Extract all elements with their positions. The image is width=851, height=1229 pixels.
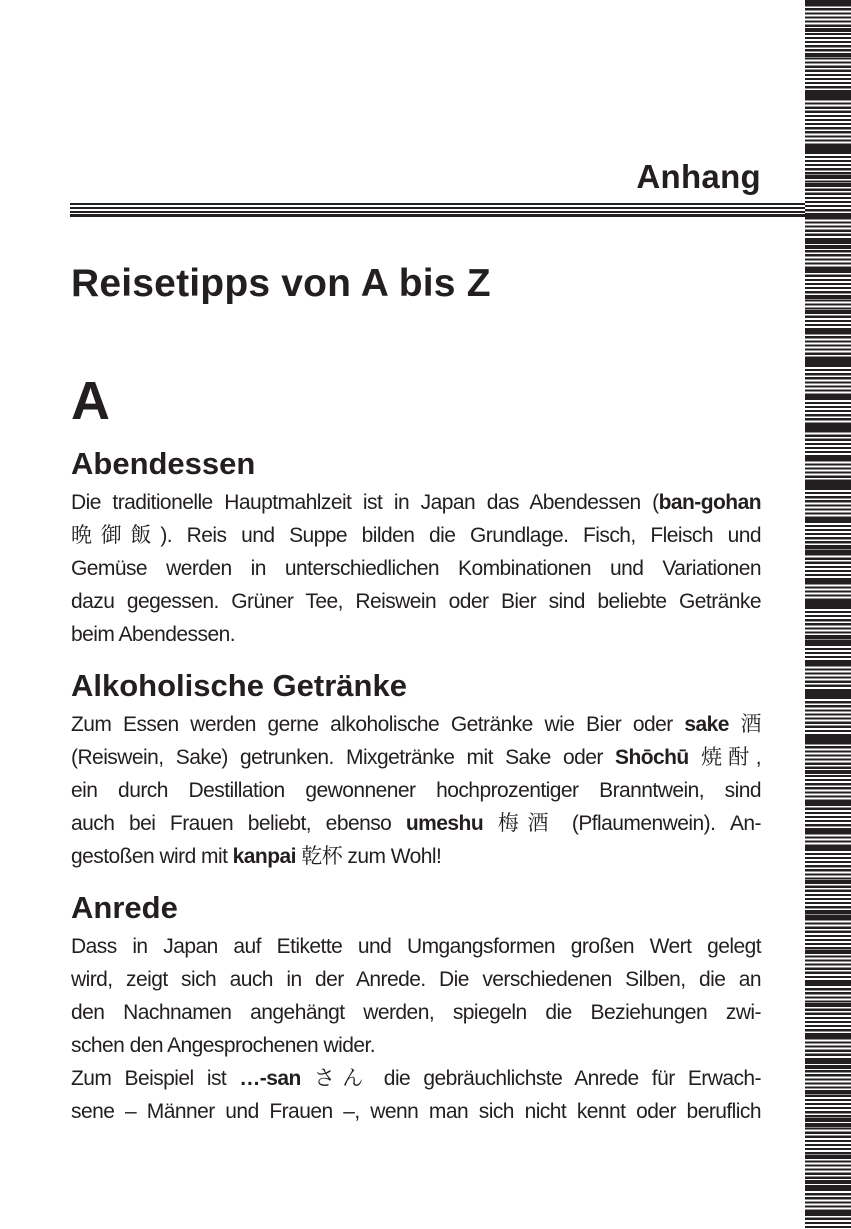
entry-title: Abendessen: [71, 446, 256, 481]
barcode-bar: [805, 1118, 851, 1122]
text-segment: (Pflaumenwein). An-: [557, 812, 761, 835]
barcode-bar: [805, 635, 851, 639]
barcode-bar: [805, 183, 851, 187]
barcode-bar: [805, 950, 851, 954]
text-segment: die gebräuchlichste Anrede für Erwach-: [370, 1067, 761, 1090]
barcode-bar: [805, 240, 851, 244]
text-segment: beim Abendessen.: [71, 623, 235, 646]
entry: [71, 664, 761, 873]
text-line: [71, 519, 761, 552]
text-line: [71, 963, 761, 996]
barcode-bar: [805, 1210, 851, 1214]
barcode-bar: [805, 148, 851, 152]
barcode-bar: [805, 605, 851, 609]
text-segment: schen den Angesprochenen wider.: [71, 1034, 376, 1057]
barcode-bar: [805, 695, 851, 699]
text-line: [71, 486, 761, 519]
barcode-bar: [805, 358, 851, 362]
rule-line: [70, 207, 805, 209]
barcode-bar: [805, 1065, 851, 1069]
barcode-bar: [805, 690, 851, 694]
barcode-bar: [805, 310, 851, 314]
text-line: [71, 930, 761, 963]
rule-line: [70, 211, 805, 213]
rule-line: [70, 214, 805, 216]
barcode-bar: [805, 662, 851, 666]
barcode-bar: [805, 245, 851, 249]
barcode-bar: [805, 428, 851, 432]
barcode-bar: [805, 550, 851, 554]
bold-term: sake: [684, 713, 729, 736]
text-segment: wird, zeigt sich auch in der Anrede. Die verschiedenen Silben, die an: [71, 968, 761, 991]
bold-term: umeshu: [405, 812, 484, 835]
barcode-bar: [805, 295, 851, 299]
bold-term: Shōchū: [615, 746, 689, 769]
alphabet-letter-heading: A: [71, 371, 110, 431]
entry: [71, 886, 761, 1128]
barcode-bar: [805, 28, 851, 32]
barcode-bar: [805, 215, 851, 219]
barcode-bar: [805, 1035, 851, 1039]
entries-container: [71, 442, 761, 1141]
barcode-bar: [805, 735, 851, 739]
text-segment: den Nachnamen angehängt werden, spiegeln die Beziehungen zwi-: [71, 1001, 761, 1024]
text-segment: Die traditionelle Hauptmahlzeit ist in Japan das Abendessen (: [71, 491, 659, 514]
barcode-bar: [805, 980, 851, 984]
barcode-bar: [805, 455, 851, 459]
entry: [71, 442, 761, 651]
barcode-bar: [805, 480, 851, 484]
entry-title: Alkoholische Getränke: [71, 668, 407, 703]
text-line: [71, 552, 761, 585]
text-line: [71, 708, 761, 741]
barcode-bar: [805, 1123, 851, 1127]
text-segment: dazu gegessen. Grüner Tee, Reiswein oder Bier sind beliebte Getränke: [71, 590, 761, 613]
barcode-bar: [805, 845, 851, 849]
entry-body: [71, 708, 761, 873]
barcode-bar: [805, 363, 851, 367]
barcode-bar: [805, 640, 851, 644]
rule-line: [70, 203, 805, 205]
bold-term: ban-gohan: [658, 491, 761, 514]
page-title: Reisetipps von A bis Z: [71, 262, 491, 305]
barcode-bar: [805, 1155, 851, 1159]
text-line: [71, 585, 761, 618]
text-segment: gestoßen wird mit: [71, 845, 233, 868]
barcode-bar: [805, 1003, 851, 1007]
barcode-bar: [805, 395, 851, 399]
text-line: [71, 996, 761, 1029]
barcode-bar: [805, 1060, 851, 1064]
japanese-term: 酒: [740, 712, 761, 736]
barcode-bar: [805, 517, 851, 521]
text-segment: zum Wohl!: [342, 845, 442, 868]
text-segment: [483, 812, 498, 835]
bold-term: …-san: [239, 1067, 301, 1090]
japanese-term: 梅酒: [497, 811, 558, 835]
text-line: [71, 741, 761, 774]
barcode-bar: [805, 880, 851, 884]
barcode-bar: [805, 1185, 851, 1189]
text-segment: ). Reis und Suppe bilden die Grundlage. Fisch, Fleisch und: [160, 524, 761, 547]
barcode-bar: [805, 330, 851, 334]
barcode-bar: [805, 485, 851, 489]
entry-body: [71, 930, 761, 1128]
barcode-bar: [805, 423, 851, 427]
bold-term: kanpai: [232, 845, 296, 868]
japanese-term: さん: [313, 1066, 371, 1090]
text-segment: [301, 1067, 314, 1090]
text-line: [71, 1029, 761, 1062]
text-line: [71, 807, 761, 840]
japanese-term: 乾杯: [301, 844, 343, 868]
barcode-bar: [805, 915, 851, 919]
text-segment: Dass in Japan auf Etikette und Umgangsformen großen Wert gelegt: [71, 935, 761, 958]
barcode-bar: [805, 910, 851, 914]
barcode-bar: [805, 578, 851, 582]
text-line: [71, 840, 761, 873]
barcode-bar: [805, 1180, 851, 1184]
text-line: [71, 1095, 761, 1128]
text-segment: Gemüse werden in unterschiedlichen Kombinationen und Variationen: [71, 557, 761, 580]
barcode-bar: [805, 830, 851, 834]
barcode-bar: [805, 770, 851, 774]
text-line: [71, 774, 761, 807]
barcode-bar: [805, 740, 851, 744]
japanese-term: 焼酎: [700, 745, 756, 769]
text-segment: auch bei Frauen beliebt, ebenso: [71, 812, 406, 835]
barcode-bar: [805, 1090, 851, 1094]
entry-title: Anrede: [71, 890, 178, 925]
entry-body: [71, 486, 761, 651]
text-segment: [729, 713, 741, 736]
barcode-bar: [805, 800, 851, 804]
japanese-term: 晩御飯: [71, 523, 161, 547]
barcode-bar: [805, 600, 851, 604]
text-segment: Zum Essen werden gerne alkoholische Getränke wie Bier oder: [71, 713, 685, 736]
text-segment: (Reiswein, Sake) getrunken. Mixgetränke mit Sake oder: [71, 746, 616, 769]
barcode-bar: [805, 175, 851, 179]
barcode-bar: [805, 53, 851, 57]
barcode-bar: [805, 1, 851, 5]
barcode-bar: [805, 91, 851, 95]
text-segment: ,: [755, 746, 761, 769]
text-segment: ein durch Destillation gewonnener hochprozentiger Branntwein, sind: [71, 779, 761, 802]
text-segment: Zum Beispiel ist: [71, 1067, 240, 1090]
text-line: [71, 1062, 761, 1095]
text-line: [71, 618, 761, 651]
barcode-bar: [805, 96, 851, 100]
section-header: Anhang: [636, 158, 761, 195]
text-segment: [689, 746, 701, 769]
barcode-bar: [805, 268, 851, 272]
text-segment: sene – Männer und Frauen –, wenn man sich nicht kennt oder beruflich: [71, 1100, 761, 1123]
header-rule-lines: [70, 203, 805, 218]
barcode-bar: [805, 545, 851, 549]
